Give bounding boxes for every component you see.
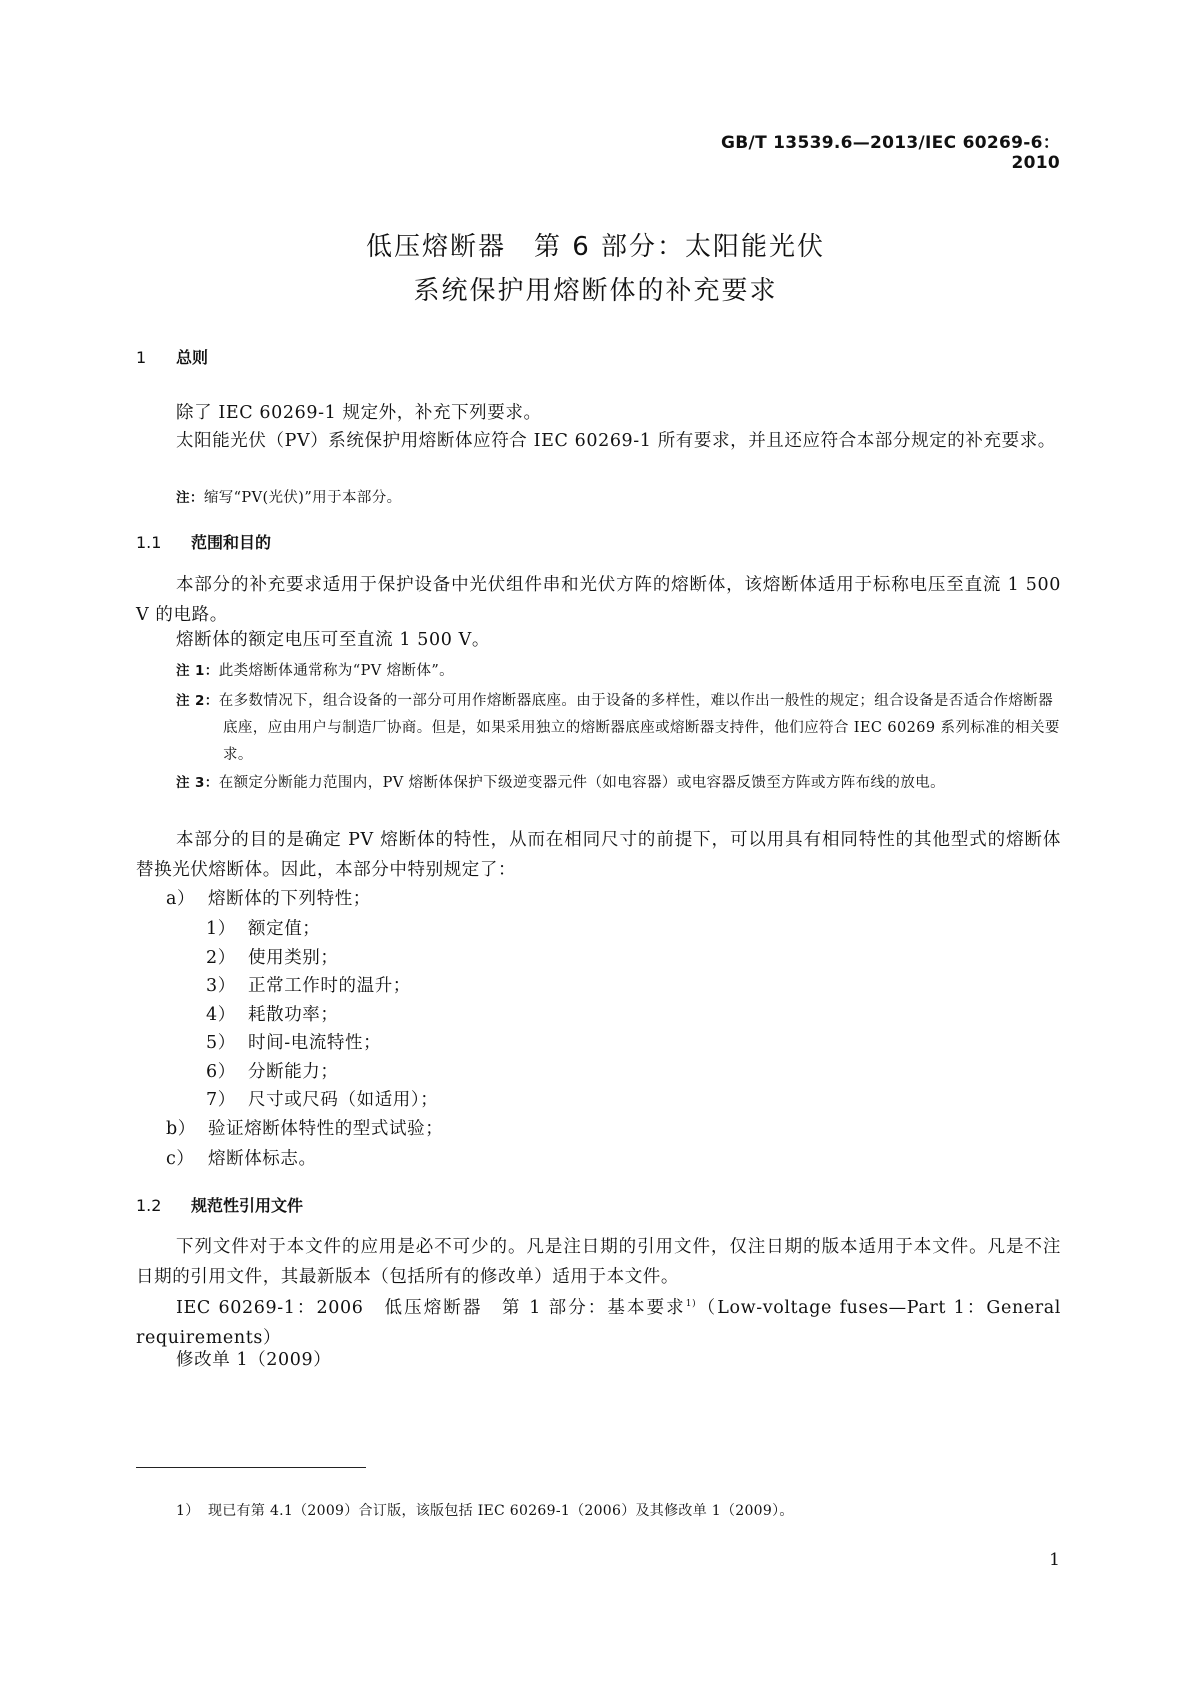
sublist-item bbox=[206, 915, 320, 940]
note-label: 注 1： bbox=[176, 663, 219, 679]
note-label: 注 2： bbox=[176, 693, 219, 709]
sublist-item bbox=[206, 1001, 339, 1026]
page-number: 1 bbox=[1049, 1550, 1060, 1570]
list-marker: b） bbox=[166, 1119, 196, 1139]
list-text: 正常工作时的温升； bbox=[248, 976, 411, 996]
title-line-2: 系统保护用熔断体的补充要求 bbox=[413, 276, 778, 306]
section-1-1-heading bbox=[136, 530, 271, 553]
section-1-2-heading bbox=[136, 1193, 303, 1216]
list-marker: 5） bbox=[206, 1033, 236, 1053]
list-text: 分断能力； bbox=[248, 1061, 339, 1082]
list-marker: a） bbox=[166, 889, 196, 909]
s11-paragraph-2: 熔断体的额定电压可至直流 1 500 V。 bbox=[176, 630, 490, 650]
section-number: 1.1 bbox=[136, 533, 162, 552]
s1-paragraph-2: 太阳能光伏（PV）系统保护用熔断体应符合 IEC 60269-1 所有要求，并且还应符合本部分规定的补充要求。 bbox=[176, 431, 1056, 451]
list-marker: 7） bbox=[206, 1090, 236, 1110]
section-number: 1.2 bbox=[136, 1196, 162, 1215]
s11-note-1 bbox=[176, 658, 1061, 685]
s1-paragraph-1: 除了 IEC 60269-1 规定外，补充下列要求。 bbox=[176, 403, 542, 423]
section-title: 总则 bbox=[176, 348, 209, 367]
footnote-marker: 1） bbox=[176, 1503, 200, 1519]
footnote-text: 现已有第 4.1（2009）合订版，该版包括 IEC 60269-1（2006）及其修改单 1（2009）。 bbox=[208, 1503, 794, 1519]
sublist-item bbox=[206, 944, 339, 969]
s12-amendment: 修改单 1（2009） bbox=[176, 1350, 332, 1370]
s11-paragraph-3: 本部分的目的是确定 PV 熔断体的特性，从而在相同尺寸的前提下，可以用具有相同特性的其他型式的熔断体替换光伏熔断体。因此，本部分中特别规定了： bbox=[136, 830, 1061, 880]
list-text: 时间-电流特性； bbox=[248, 1033, 382, 1053]
list-marker: 1） bbox=[206, 919, 236, 939]
section-title: 规范性引用文件 bbox=[191, 1196, 304, 1215]
section-title: 范围和目的 bbox=[191, 533, 272, 552]
reference-title: IEC 60269-1：2006 低压熔断器 第 1 部分：基本要求 bbox=[176, 1297, 686, 1318]
list-text: 验证熔断体特性的型式试验； bbox=[208, 1119, 444, 1139]
note-text: 此类熔断体通常称为“PV 熔断体”。 bbox=[218, 663, 455, 679]
sublist-item bbox=[206, 972, 411, 997]
title-line-1: 低压熔断器 第 6 部分：太阳能光伏 bbox=[365, 232, 826, 262]
list-item-b bbox=[166, 1115, 443, 1140]
footnote-ref: 1) bbox=[685, 1299, 697, 1309]
footnote-divider bbox=[136, 1467, 366, 1468]
note-text: 缩写“PV(光伏)”用于本部分。 bbox=[203, 490, 402, 506]
list-text: 耗散功率； bbox=[248, 1004, 339, 1025]
note-label: 注 3： bbox=[176, 775, 219, 791]
standard-code: GB/T 13539.6—2013/IEC 60269-6：2010 bbox=[721, 133, 1060, 173]
list-marker: c） bbox=[166, 1149, 195, 1169]
s11-note-2 bbox=[176, 688, 1061, 769]
list-marker: 6） bbox=[206, 1061, 236, 1082]
list-marker: 4） bbox=[206, 1004, 236, 1025]
document-title bbox=[0, 225, 1191, 313]
list-marker: 2） bbox=[206, 947, 236, 968]
sublist-item bbox=[206, 1086, 438, 1111]
list-text: 熔断体的下列特性； bbox=[208, 889, 371, 909]
section-1-heading bbox=[136, 345, 208, 368]
list-marker: 3） bbox=[206, 976, 236, 996]
list-text: 额定值； bbox=[248, 919, 321, 939]
list-item-a bbox=[166, 885, 371, 910]
s11-note-3 bbox=[176, 770, 1061, 797]
s11-paragraph-1: 本部分的补充要求适用于保护设备中光伏组件串和光伏方阵的熔断体，该熔断体适用于标称电压至直流 1 500 V 的电路。 bbox=[136, 575, 1061, 625]
note-label: 注： bbox=[176, 490, 204, 506]
list-item-c bbox=[166, 1145, 317, 1170]
list-text: 熔断体标志。 bbox=[208, 1149, 317, 1169]
s1-note bbox=[176, 485, 1061, 512]
s12-reference-iec-60269-1 bbox=[136, 1289, 1061, 1353]
sublist-item bbox=[206, 1029, 381, 1054]
section-number: 1 bbox=[136, 348, 147, 367]
sublist-item bbox=[206, 1058, 339, 1083]
list-text: 尺寸或尺码（如适用）； bbox=[248, 1090, 439, 1110]
reference-english-title: （Low-voltage fuses—Part 1：General requirements） bbox=[136, 1297, 1061, 1348]
footnote-1 bbox=[176, 1500, 794, 1520]
s12-paragraph-1: 下列文件对于本文件的应用是必不可少的。凡是注日期的引用文件，仅注日期的版本适用于本文件。凡是不注日期的引用文件，其最新版本（包括所有的修改单）适用于本文件。 bbox=[136, 1237, 1061, 1287]
list-text: 使用类别； bbox=[248, 947, 339, 968]
note-text: 在额定分断能力范围内，PV 熔断体保护下级逆变器元件（如电容器）或电容器反馈至方阵或方阵布线的放电。 bbox=[218, 775, 946, 791]
note-text: 在多数情况下，组合设备的一部分可用作熔断器底座。由于设备的多样性，难以作出一般性的规定；组合设备是否适合作熔断器底座，应由用户与制造厂协商。但是，如果采用独立的熔断器底座或熔断器支持件，他们应符合 IEC 60269 系列标准的相关要求。 bbox=[218, 693, 1060, 763]
